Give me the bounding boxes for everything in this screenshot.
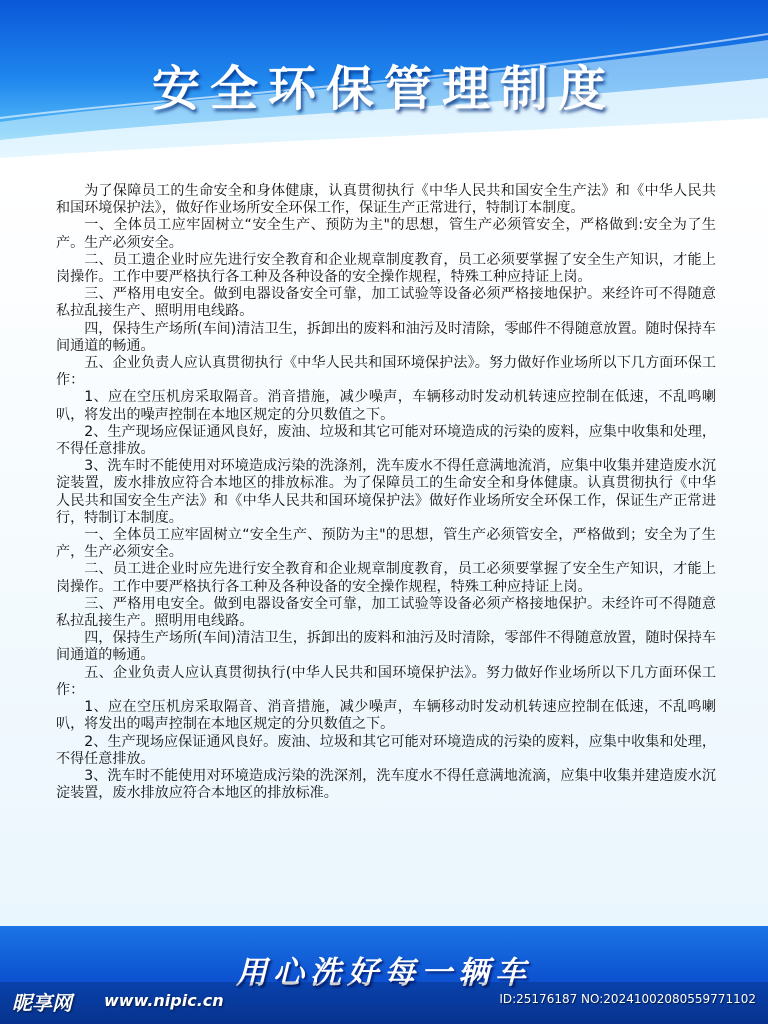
rule-paragraph: 一、全体员工应牢固树立“安全生产、预防为主"的思想，管生产必须管安全，严格做到；安全为了生产，生产必须安全。 — [56, 527, 716, 561]
rule-paragraph: 五、企业负责人应认真贯彻执行(中华人民共和国环境保护法》。努力做好作业场所以下几方面环保工作： — [56, 664, 716, 698]
rule-paragraph: 四，保持生产场所(车间)清洁卫生，拆卸出的废料和油污及时清除，零邮件不得随意放置。随时保持车间通道的畅通。 — [56, 320, 716, 354]
sub-rule-paragraph: 1、应在空压机房采取隔音、消音措施，减少噪声，车辆移动时发动机转速应控制在低速，不乱鸣喇叭，将发出的喝声控制在本地区规定的分贝数值之下。 — [56, 699, 716, 733]
page-title: 安全环保管理制度 — [151, 61, 616, 117]
regulation-text — [56, 183, 716, 802]
rule-paragraph: 一、全体员工应牢固树立“安全生产、预防为主"的思想，管生产必须管安全，严格做到:安全为了生产。生产必须安全。 — [56, 217, 716, 251]
rule-paragraph: 二、员工进企业时应先进行安全教育和企业规章制度教育，员工必须要掌握了安全生产知识，才能上岗操作。工作中要严格执行各工种及各种设备的安全操作规程，特殊工种应持证上岗。 — [56, 561, 716, 595]
sub-rule-paragraph: 3、洗车时不能使用对环境造成污染的洗深剂，洗车度水不得任意满地流滴，应集中收集并建造废水沉淀装置，废水排放应符合本地区的排放标准。 — [56, 767, 716, 802]
watermark-id: ID:25176187 NO:20241002080559771102 — [499, 992, 756, 1006]
watermark-logo: 昵享网 — [12, 991, 72, 1015]
rule-paragraph: 五、企业负责人应认真贯彻执行《中华人民共和国环境保护法》。努力做好作业场所以下几方面环保工作： — [56, 355, 716, 389]
sub-rule-paragraph: 2、生产现场应保证通风良好。废油、垃圾和其它可能对环境造成的污染的废料，应集中收集和处理，不得任意排放。 — [56, 733, 716, 767]
rule-paragraph: 二、员工遗企业时应先进行安全教育和企业规章制度教育，员工必须要掌握了安全生产知识，才能上岗操作。工作中要严格执行各工种及各种设备的安全操作规程，特殊工种应持证上岗。 — [56, 251, 716, 286]
rule-paragraph: 三、严格用电安全。做到电器设备安全可靠，加工试验等设备必须产格接地保护。未经许可不得随意私拉乱接生产。照明用电线路。 — [56, 595, 716, 630]
sub-rule-paragraph: 3、洗车时不能使用对环境造成污染的洗涤剂，洗车废水不得任意满地流消，应集中收集并建造废水沉淀装置，废水排放应符合本地区的排放标准。为了保障员工的生命安全和身体健康。认真贯彻执行《中华人民共和国安全生产法》和《中华人民共和国环境保护法》做好作业场所安全环保工作，保证生产正常进行，特制订本制度。 — [56, 458, 716, 526]
watermark-url: www.nipic.cn — [104, 991, 224, 1010]
sub-rule-paragraph: 1、应在空压机房采取隔音。消音措施，减少噪声，车辆移动时发动机转速应控制在低速，不乱鸣喇叭，将发出的噪声控制在本地区规定的分贝数值之下。 — [56, 389, 716, 423]
slogan: 用心洗好每一辆车 — [236, 955, 532, 991]
header-banner — [0, 0, 768, 175]
rule-paragraph: 三、严格用电安全。做到电器设备安全可靠，加工试验等设备必须严格接地保护。来经许可不得随意私拉乱接生产、照明用电线路。 — [56, 286, 716, 320]
intro-paragraph: 为了保障员工的生命安全和身体健康，认真贯彻执行《中华人民共和国安全生产法》和《中华人民共和国环境保护法》，做好作业场所安全环保工作，保证生产正常进行，特制订本制度。 — [56, 183, 716, 217]
sub-rule-paragraph: 2、生产现场应保证通风良好，废油、垃圾和其它可能对环境造成的污染的废料，应集中收集和处理，不得任意排放。 — [56, 423, 716, 458]
rule-paragraph: 四，保持生产场所(车间)清洁卫生，拆卸出的废料和油污及时清除，零部件不得随意放置，随时保持车间通道的畅通。 — [56, 630, 716, 664]
